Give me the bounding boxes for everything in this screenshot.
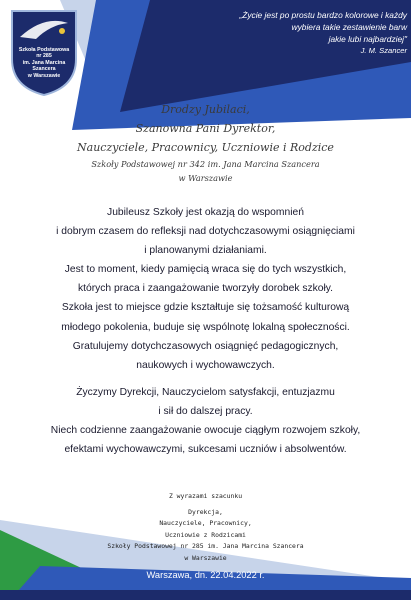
bottom-navy-band bbox=[0, 590, 411, 600]
body-paragraph bbox=[20, 383, 391, 459]
closing-line: Nauczyciele, Pracownicy, bbox=[159, 519, 252, 527]
body-line: których praca i zaangażowanie tworzyły dorobek szkoły. bbox=[77, 283, 334, 295]
closing-line: Dyrekcja, bbox=[188, 507, 223, 516]
letter-body bbox=[20, 203, 391, 459]
body-line: Jest to moment, kiedy pamięcią wraca się do tych wszystkich, bbox=[64, 264, 347, 276]
body-line: naukowych i wychowawczych. bbox=[136, 359, 275, 371]
body-line: i dobrym czasem do refleksji nad dotychczasowymi osiągnięciami bbox=[56, 226, 355, 238]
closing-line: Z wyrazami szacunku bbox=[168, 492, 243, 500]
body-line: młodego pokolenia, buduje się wspólnotę lokalną społeczności. bbox=[61, 321, 350, 333]
body-line: Życzymy Dyrekcji, Nauczycielom satysfakcji, entuzjazmu bbox=[76, 386, 335, 398]
quote-line: wybiera takie zestawienie barw bbox=[291, 22, 407, 32]
greeting-line: w Warszawie bbox=[178, 173, 233, 183]
body-line: Szkoła jest to miejsce gdzie kształtuje się tożsamość kulturową bbox=[61, 302, 350, 314]
school-logo bbox=[6, 7, 82, 97]
closing-line: w Warszawie bbox=[184, 553, 227, 562]
greeting bbox=[40, 100, 371, 185]
closing-line: Szkoły Podstawowej nr 285 im. Jana Marcina Szancera bbox=[107, 542, 304, 550]
greeting-line: Szanowna Pani Dyrektor, bbox=[135, 122, 276, 135]
logo-line: w Warszawie bbox=[27, 72, 61, 79]
logo-line: nr 285 bbox=[36, 53, 52, 60]
body-line: Jubileusz Szkoły jest okazją do wspomnień bbox=[107, 207, 304, 218]
logo-star bbox=[59, 28, 65, 34]
body-line: i sił do dalszej pracy. bbox=[158, 405, 253, 417]
logo-line: Szancera bbox=[32, 66, 56, 73]
quote-line: „Życie jest po prostu bardzo kolorowe i każdy bbox=[239, 10, 407, 20]
quote-line: jakie lubi najbardziej" bbox=[328, 34, 407, 44]
greeting-line: Drodzy Jubilaci, bbox=[161, 103, 250, 116]
logo-line: im. Jana Marcina bbox=[22, 59, 66, 66]
closing-signature bbox=[80, 491, 331, 564]
closing-line: Uczniowie z Rodzicami bbox=[165, 530, 246, 539]
greeting-line: Szkoły Podstawowej nr 342 im. Jana Marcina Szancera bbox=[91, 159, 320, 169]
logo-text bbox=[6, 47, 82, 79]
greeting-line: Nauczyciele, Pracownicy, Uczniowie i Rodzice bbox=[77, 141, 334, 154]
quote-author: J. M. Szancer bbox=[360, 46, 407, 55]
body-line: i planowanymi działaniami. bbox=[144, 245, 267, 257]
letter-date: Warszawa, dn. 22.04.2022 r. bbox=[146, 570, 265, 580]
motto-quote bbox=[167, 9, 407, 57]
logo-line: Szkoła Podstawowa bbox=[18, 47, 70, 53]
body-paragraph bbox=[20, 203, 391, 375]
body-line: efektami wychowawczymi, sukcesami uczniów i absolwentów. bbox=[64, 444, 347, 456]
body-line: Gratulujemy dotychczasowych osiągnięć pedagogicznych, bbox=[72, 340, 339, 352]
body-line: Niech codzienne zaangażowanie owocuje ciągłym rozwojem szkoły, bbox=[50, 425, 361, 437]
